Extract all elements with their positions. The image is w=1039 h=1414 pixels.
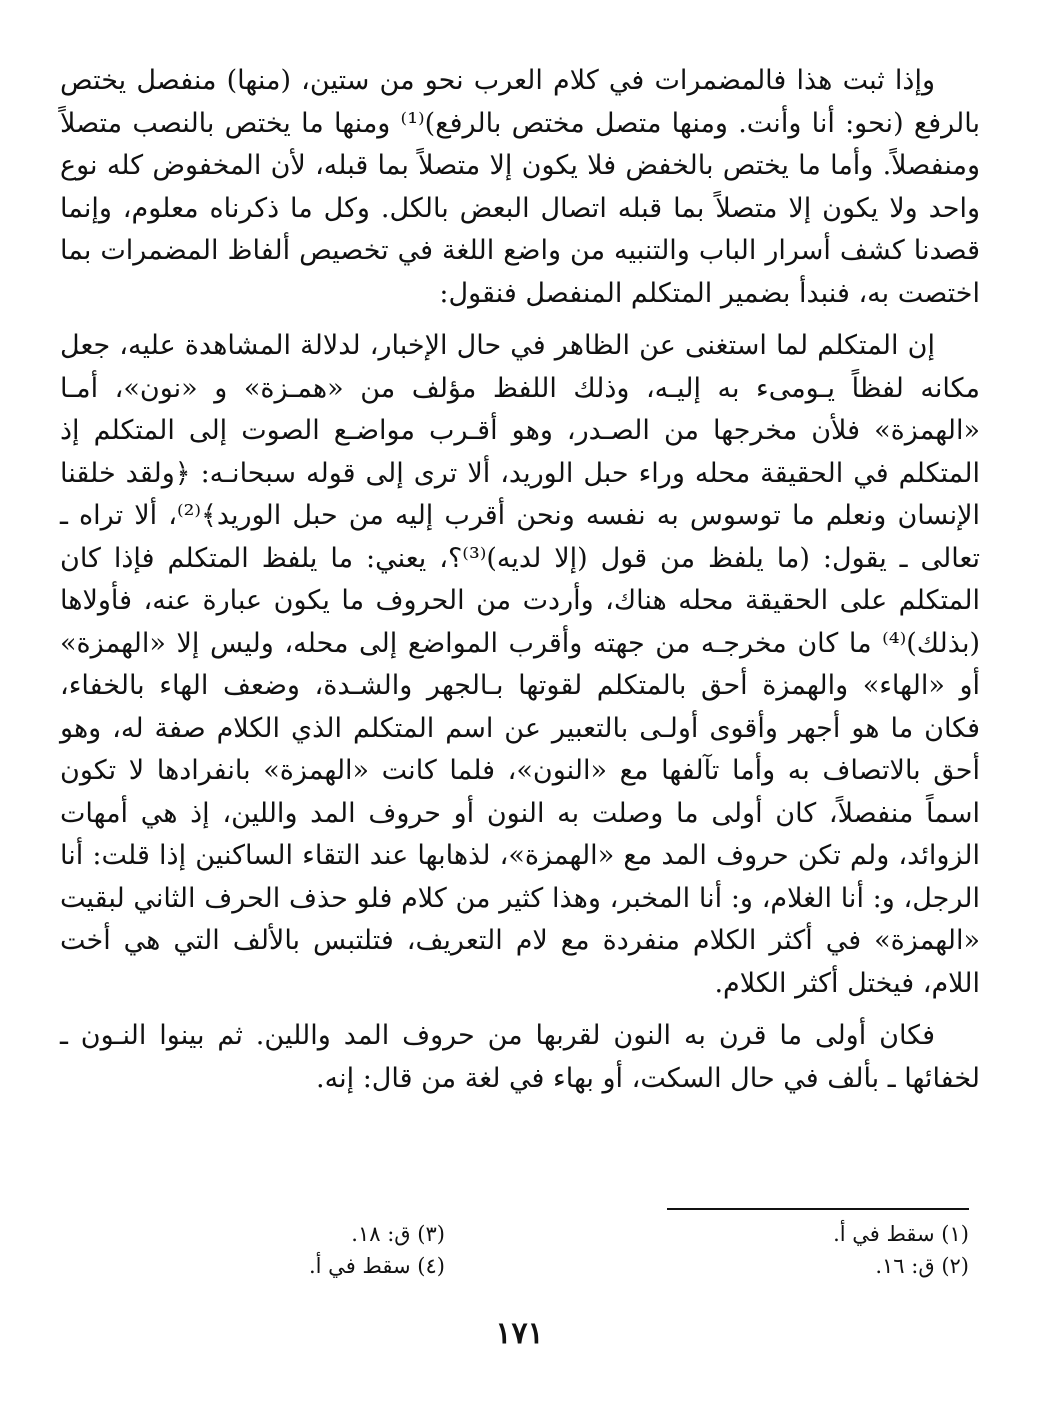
footnotes (249, 1218, 969, 1282)
paragraph-1: وإذا ثبت هذا فالمضمرات في كلام العرب نحو من ستين، (منها) منفصل يختص بالرفع (نحو: أنا وأنت. ومنها متصل مختص بالرفع)⁽¹⁾ ومنها ما يختص بالنصب متصلاً ومنفصلاً. وأما ما يختص بالخفض فلا يكون إلا متصلاً بما قبله، لأن المخفوض كله نوع واحد ولا يكون إلا متصلاً بما قبله اتصال البعض بالكل. وكل ما ذكرناه معلوم، وإنما قصدنا كشف أسرار الباب والتنبيه من واضع اللغة في تخصيص ألفاظ المضمرات بما اختصت به، فنبدأ بضمير المتكلم المنفصل فنقول: (60, 65, 980, 309)
paragraph-2: إن المتكلم لما استغنى عن الظاهر في حال الإخبار، لدلالة المشاهدة عليه، جعل مكانه لفظاً يـومىء به إليـه، وذلك اللفظ مؤلف من «همـزة» و «نون»، أمـا «الهمزة» فلأن مخرجها من الصـدر، وهو أقـرب مواضـع الصوت إلى المتكلم إذ المتكلم في الحقيقة محله وراء حبل الوريد، ألا ترى إلى قوله سبحانـه: ﴿ولقد خلقنا الإنسان ونعلم ما توسوس به نفسه ونحن أقرب إليه من حبل الوريد﴾⁽²⁾، ألا تراه ـ تعالى ـ يقول: (ما يلفظ من قول (إلا لديه)⁽³⁾؟، يعني: ما يلفظ المتكلم فإذا كان المتكلم على الحقيقة محله هناك، وأردت من الحروف ما يكون عبارة عنه، فأولاها (بذلك)⁽⁴⁾ ما كان مخرجـه من جهته وأقرب المواضع إلى محله، وليس إلا «الهمزة» أو «الهاء» والهمزة أحق بالمتكلم لقوتها بـالجهر والشـدة، وضعف الهاء بالخفاء، فكان ما هو أجهر وأقوى أولـى بالتعبير عن اسم المتكلم الذي الكلام صفة له، وهو أحق بالاتصاف به وأما تآلفها مع «النون»، فلما كانت «الهمزة» بانفرادها لا تكون اسماً منفصلاً، كان أولى ما وصلت به النون أو حروف المد واللين، إذ هي أمهات الزوائد، ولم تكن حروف المد مع «الهمزة»، لذهابها عند التقاء الساكنين إذا قلت: أنا الرجل، و: أنا الغلام، و: أنا المخبر، وهذا كثير من كلام فلو حذف الحرف الثاني لبقيت «الهمزة» في أكثر الكلام منفردة مع لام التعريف، فتلتبس بالألف التي هي أخت اللام، فيختل أكثر الكلام. (60, 330, 980, 999)
footnote-4: (٤) سقط في أ. (309, 1254, 445, 1278)
page-body (60, 60, 980, 1100)
footnote-2: (٢) ق: ١٦. (875, 1254, 969, 1278)
footnotes-right-column (833, 1218, 969, 1282)
footnote-divider (667, 1208, 969, 1210)
paragraph-3: فكان أولى ما قرن به النون لقربها من حروف المد واللين. ثم بينوا النـون ـ لخفائها ـ بألف في حال السكت، أو بهاء في لغة من قال: إنه. (60, 1020, 980, 1094)
footnotes-left-column (309, 1218, 445, 1282)
page-number: ١٧١ (495, 1316, 544, 1351)
footnote-3: (٣) ق: ١٨. (351, 1222, 445, 1246)
footnote-1: (١) سقط في أ. (833, 1222, 969, 1246)
